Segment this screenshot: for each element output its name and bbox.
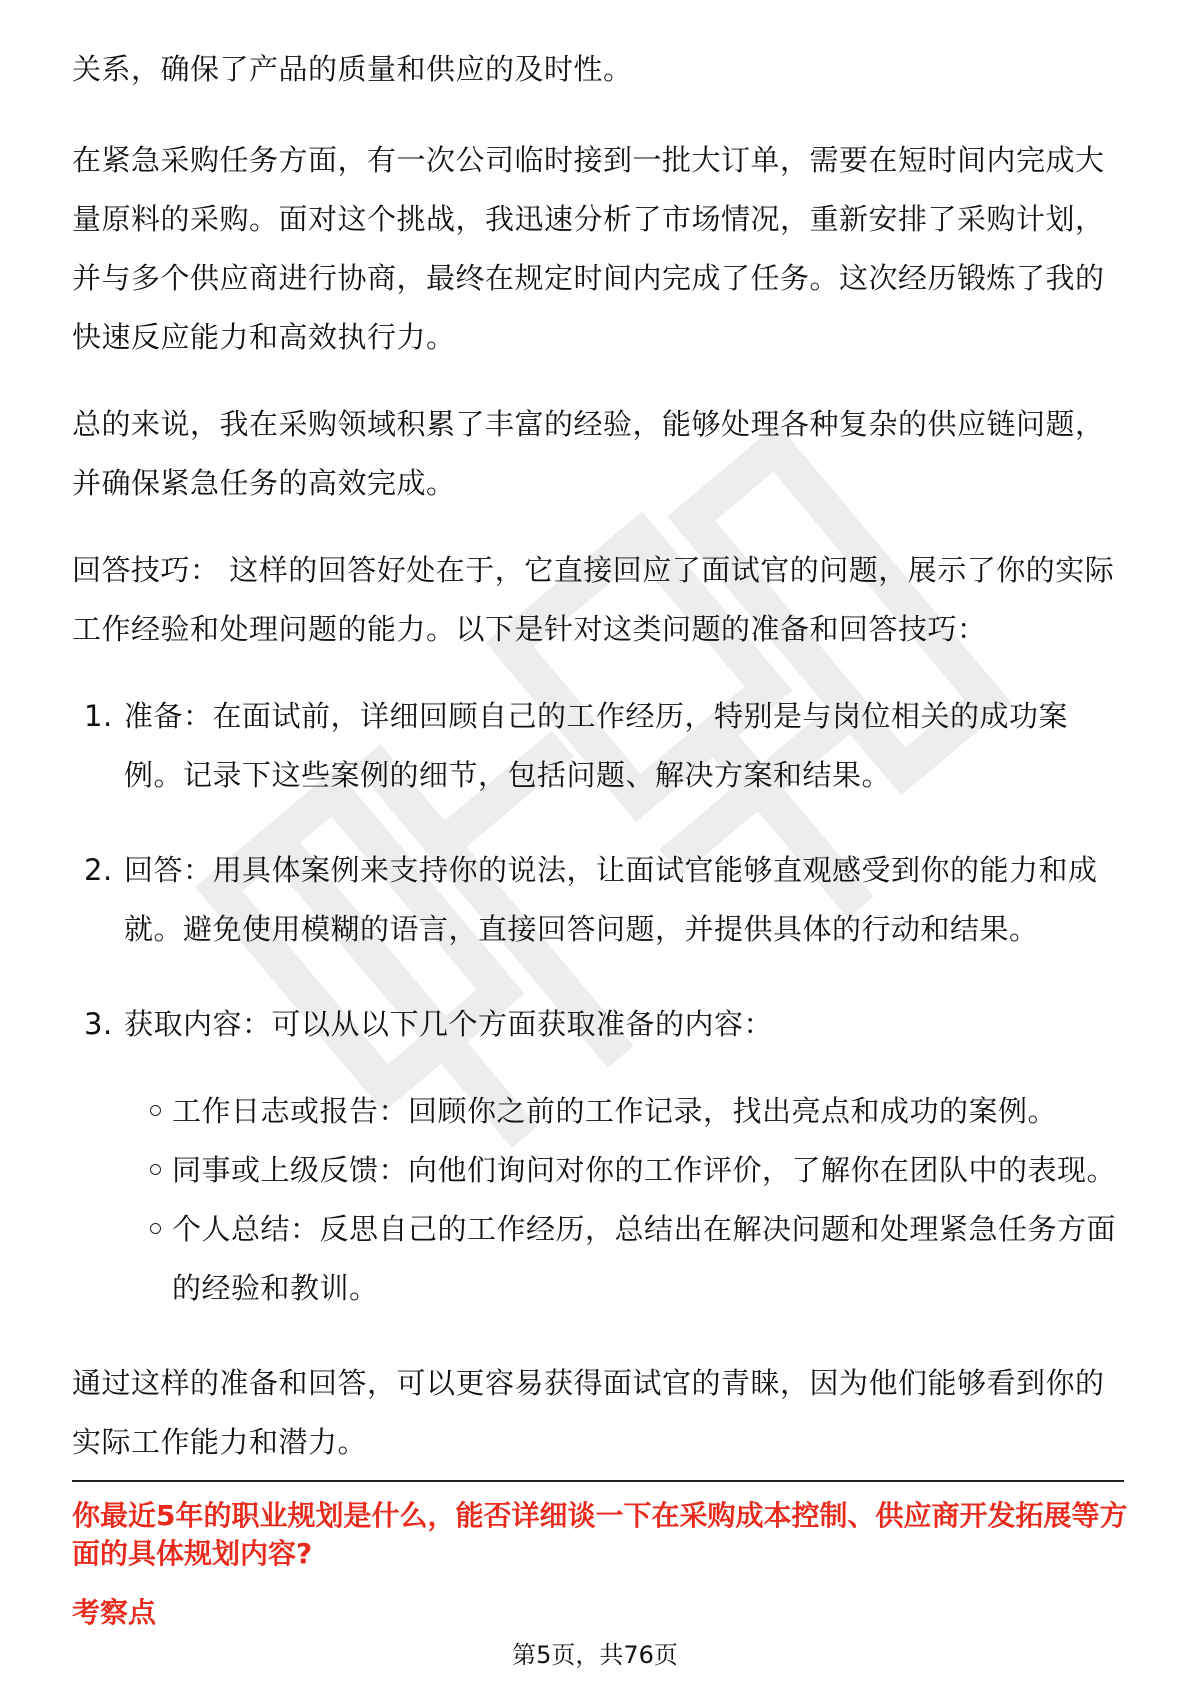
- paragraph-supplier-relations: 关系，确保了产品的质量和供应的及时性。: [72, 52, 633, 86]
- list-item: [72, 841, 1122, 959]
- paragraph-summary: 总的来说，我在采购领域积累了丰富的经验，能够处理各种复杂的供应链问题，并确保紧急任务的高效完成。: [72, 407, 1105, 500]
- sub-list-item-text: 同事或上级反馈：向他们询问对你的工作评价，了解你在团队中的表现。: [172, 1153, 1117, 1187]
- sub-list-item: [124, 1200, 1122, 1318]
- list-item: [72, 995, 1122, 1318]
- circle-bullet-icon: [150, 1164, 161, 1175]
- sub-list-item-text: 工作日志或报告：回顾你之前的工作记录，找出亮点和成功的案例。: [172, 1094, 1058, 1128]
- circle-bullet-icon: [150, 1105, 161, 1116]
- list-item-text: 回答：用具体案例来支持你的说法，让面试官能够直观感受到你的能力和成就。避免使用模糊的语言，直接回答问题，并提供具体的行动和结果。: [124, 853, 1098, 946]
- sub-list-item: [124, 1082, 1122, 1141]
- list-number: 1.: [84, 699, 113, 733]
- content-sources-list: [124, 1082, 1122, 1318]
- paragraph-conclusion: 通过这样的准备和回答，可以更容易获得面试官的青睐，因为他们能够看到你的实际工作能力和潜力。: [72, 1366, 1105, 1459]
- circle-bullet-icon: [150, 1223, 161, 1234]
- interview-question-heading: 你最近5年的职业规划是什么，能否详细谈一下在采购成本控制、供应商开发拓展等方面的具体规划内容?: [72, 1499, 1128, 1570]
- list-item-text: 准备：在面试前，详细回顾自己的工作经历，特别是与岗位相关的成功案例。记录下这些案例的细节，包括问题、解决方案和结果。: [124, 699, 1069, 792]
- list-number: 3.: [84, 1007, 113, 1041]
- tips-numbered-list: [72, 687, 1122, 1318]
- paragraph-answer-tips: 回答技巧： 这样的回答好处在于，它直接回应了面试官的问题，展示了你的实际工作经验和处理问题的能力。以下是针对这类问题的准备和回答技巧：: [72, 553, 1115, 646]
- list-number: 2.: [84, 853, 113, 887]
- list-item-text: 获取内容：可以从以下几个方面获取准备的内容：: [124, 1007, 774, 1041]
- sub-list-item: [124, 1141, 1122, 1200]
- document-body: [72, 40, 1122, 1500]
- section-label-focus-points: 考察点: [72, 1596, 157, 1629]
- list-item: [72, 687, 1122, 805]
- sub-list-item-text: 个人总结：反思自己的工作经历，总结出在解决问题和处理紧急任务方面的经验和教训。: [172, 1212, 1117, 1305]
- page-number-footer: 第5页，共76页: [512, 1641, 678, 1669]
- paragraph-urgent-purchasing: 在紧急采购任务方面，有一次公司临时接到一批大订单，需要在短时间内完成大量原料的采购。面对这个挑战，我迅速分析了市场情况，重新安排了采购计划，并与多个供应商进行协商，最终在规定时间内完成了任务。这次经历锻炼了我的快速反应能力和高效执行力。: [72, 143, 1105, 354]
